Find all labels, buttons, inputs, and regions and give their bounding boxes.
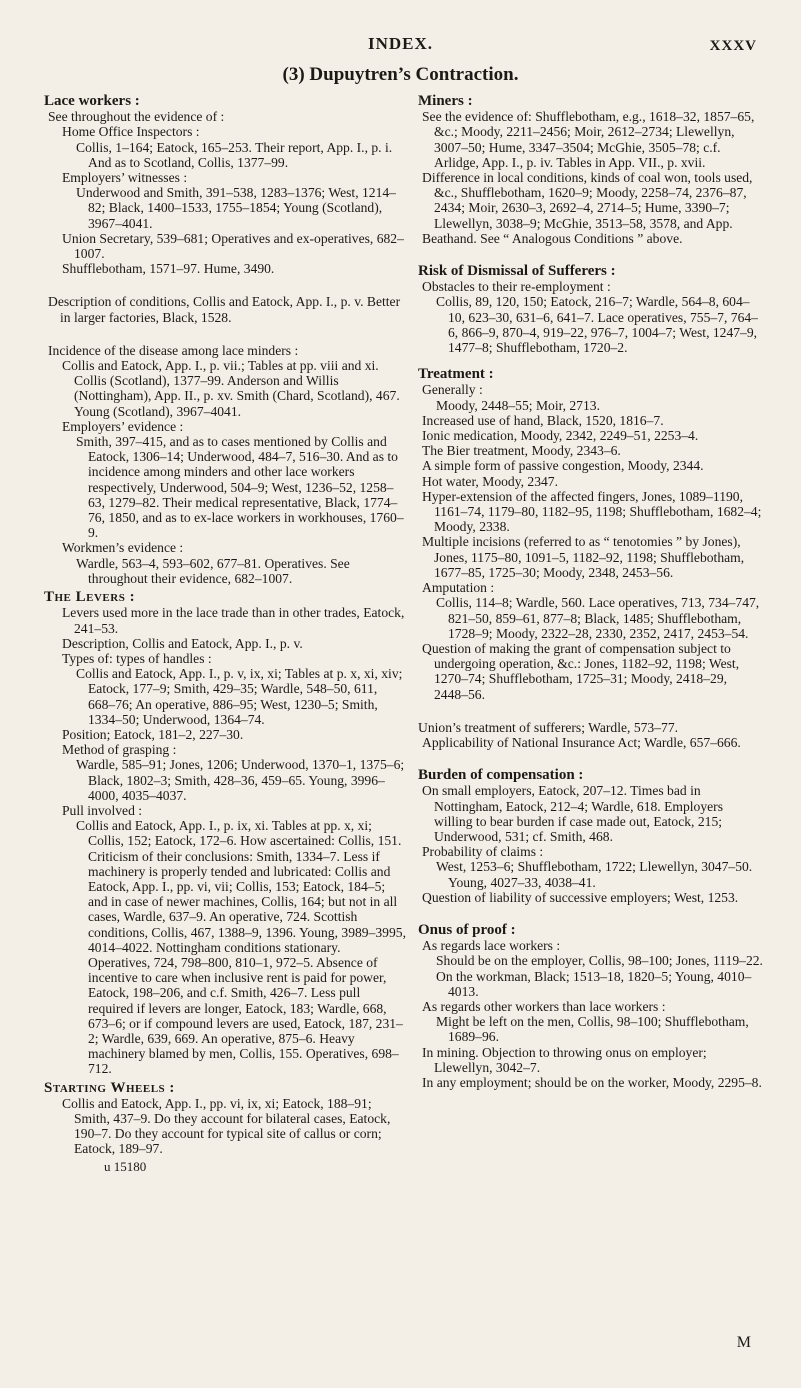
index-entry: Probability of claims : bbox=[422, 844, 544, 860]
index-entry: Might be left on the men, Collis, 98–100; Shufflebotham, 1689–96. bbox=[436, 1014, 749, 1045]
index-entry: Employers’ witnesses : bbox=[62, 170, 188, 186]
index-entry: Smith, 397–415, and as to cases mentioned by Collis and Eatock, 1306–14; Underwood, 484–7, 516–30. And as to incidence among minders and other lace workers respectively, Underwood, 504–9; West, 1236–52, 1258–63, 1279–82. Their medical representative, Black, 1774–76, 1850, and as to ex-lace workers in workhouses, 1760–9. bbox=[76, 434, 404, 541]
index-entry: Hyper-extension of the affected fingers, Jones, 1089–1190, 1161–74, 1179–80, 1182–95, 1198; Shufflebotham, 1682–4; Moody, 2338. bbox=[422, 488, 762, 535]
index-entry: Collis, 89, 120, 150; Eatock, 216–7; Wardle, 564–8, 604–10, 623–30, 631–6, 641–7. Lace operatives, 755–7, 764–6, 866–9, 870–4, 919–22, 976–7, 1004–7; West, 1247–9, 1477–8; Shufflebotham, 1720–2. bbox=[436, 294, 758, 356]
index-entry: Collis and Eatock, App. I., pp. vi, ix, xi; Eatock, 188–91; Smith, 437–9. Do they account for bilateral cases, Eatock, 190–7. Do they account for typical site of callus or corn; Eatock, 189–97. bbox=[62, 1095, 391, 1157]
index-entry: Question of making the grant of compensation subject to undergoing operation, &c.: Jones, 1182–92, 1198; West, 1270–74; Shufflebotham, 1725–31; Moody, 2418–29, 2448–56. bbox=[422, 640, 740, 702]
index-entry: Home Office Inspectors : bbox=[62, 124, 200, 140]
index-entry: See throughout the evidence of : bbox=[48, 109, 225, 125]
index-heading: Lace workers : bbox=[44, 93, 140, 109]
index-entry: In mining. Objection to throwing onus on employer; Llewellyn, 3042–7. bbox=[422, 1044, 707, 1075]
index-heading: Starting Wheels : bbox=[44, 1079, 175, 1096]
right-column bbox=[418, 90, 764, 1090]
index-heading: Miners : bbox=[418, 93, 473, 109]
index-heading: Treatment : bbox=[418, 366, 494, 383]
index-entry: Types of: types of handles : bbox=[62, 650, 212, 666]
printer-signature: u 15180 bbox=[104, 1158, 147, 1174]
index-entry: Generally : bbox=[422, 382, 483, 398]
index-entry: Employers’ evidence : bbox=[62, 418, 184, 434]
index-entry: Question of liability of successive employers; West, 1253. bbox=[422, 889, 739, 905]
index-entry: On the workman, Black; 1513–18, 1820–5; Young, 4010–4013. bbox=[436, 968, 752, 999]
index-entry: Description, Collis and Eatock, App. I., p. v. bbox=[62, 635, 303, 651]
index-entry: Hot water, Moody, 2347. bbox=[422, 473, 559, 489]
index-entry: Collis, 114–8; Wardle, 560. Lace operatives, 713, 734–747, 821–50, 859–61, 877–8; Black, 1485; Shufflebotham, 1728–9; Moody, 2322–28, 2330, 2352, 2417, 2453–54. bbox=[436, 595, 760, 641]
index-entry: Amputation : bbox=[422, 580, 495, 596]
index-entry: The Bier treatment, Moody, 2343–6. bbox=[422, 443, 621, 459]
index-entry: Underwood and Smith, 391–538, 1283–1376; West, 1214–82; Black, 1400–1533, 1755–1854; Young (Scotland), 3967–4041. bbox=[76, 185, 396, 231]
index-entry: In any employment; should be on the worker, Moody, 2295–8. bbox=[422, 1074, 762, 1090]
running-head-title: INDEX. bbox=[367, 34, 434, 53]
index-heading: The Levers : bbox=[44, 589, 136, 606]
index-entry: Obstacles to their re-employment : bbox=[422, 279, 611, 295]
index-entry: Wardle, 585–91; Jones, 1206; Underwood, 1370–1, 1375–6; Black, 1802–3; Smith, 428–36, 459–65. Young, 3996–4000, 4035–4037. bbox=[76, 757, 405, 803]
index-entry: Method of grasping : bbox=[62, 742, 177, 758]
section-title: (3) Dupuytren’s Contraction. bbox=[282, 64, 519, 85]
index-entry: Incidence of the disease among lace minders : bbox=[48, 342, 299, 358]
index-entry: See the evidence of: Shufflebotham, e.g., 1618–32, 1857–65, &c.; Moody, 2211–2456; Moir, 2612–2734; Llewellyn, 3007–50; Hume, 3347–3504; McGhie, 3505–78; c.f. Arlidge, App. I., p. iv. Tables in App. VII., p. xvii. bbox=[422, 109, 755, 170]
page-number: XXXV bbox=[709, 38, 757, 54]
index-entry: Union Secretary, 539–681; Operatives and ex-operatives, 682–1007. bbox=[62, 230, 404, 262]
index-entry: Levers used more in the lace trade than in other trades, Eatock, 241–53. bbox=[62, 605, 405, 636]
index-entry: Wardle, 563–4, 593–602, 677–81. Operatives. See throughout their evidence, 682–1007. bbox=[76, 555, 350, 586]
index-heading: Burden of compensation : bbox=[418, 767, 584, 784]
index-entry: Collis and Eatock, App. I., p. vii.; Tables at pp. viii and xi. Collis (Scotland), 1377–99. Anderson and Willis (Nottingham), App. II., p. xv. Smith (Chard, Scotland), 467. Young (Scotland), 3967–4041. bbox=[62, 358, 400, 419]
index-entry: Increased use of hand, Black, 1520, 1816–7. bbox=[422, 412, 664, 428]
index-entry: Collis and Eatock, App. I., p. ix, xi. Tables at pp. x, xi; Collis, 152; Eatock, 172–6. How ascertained: Collis, 151. Criticism of their conclusions: Smith, 1334–7. Less if machinery is properly tended and lubricated: Collis and Eatock, App. I., pp. vi, vii; Collis, 153; Eatock, 184–5; and in case of newer machines, Collis, 164; but not in all cases, Wardle, 637–9. An operative, 724. Scottish conditions, Collis, 467, 1388–9, 1396. Young, 3989–3995, 4014–4022. Nottingham conditions stationary. Operatives, 724, 798–800, 810–1, 972–5. Absence of incentive to care when inclusive rent is paid for power, Eatock, 198–206, and c.f. Smith, 426–7. Less pull required if levers are longer, Eatock, 183; Wardle, 668, 673–6; or if compound levers are used, Eatock, 187, 231–2; Wardle, 639, 669. An operative, 875–6. Heavy machinery blamed by men, Collis, 155. Operatives, 698–712. bbox=[76, 818, 406, 1077]
index-heading: Risk of Dismissal of Sufferers : bbox=[418, 263, 616, 280]
index-entry: Ionic medication, Moody, 2342, 2249–51, 2253–4. bbox=[422, 428, 699, 444]
index-entry: Collis and Eatock, App. I., p. v, ix, xi; Tables at p. x, xi, xiv; Eatock, 177–9; Smith, 429–35; Wardle, 548–50, 611, 668–76; An operative, 886–95; West, 1230–5; Smith, 1334–50; Underwood, 1364–74. bbox=[76, 666, 403, 727]
index-entry: Union’s treatment of sufferers; Wardle, 573–77. bbox=[418, 719, 679, 735]
index-entry: A simple form of passive congestion, Moody, 2344. bbox=[422, 458, 704, 474]
index-entry: West, 1253–6; Shufflebotham, 1722; Llewellyn, 3047–50. Young, 4027–33, 4038–41. bbox=[436, 859, 753, 890]
index-entry: Description of conditions, Collis and Eatock, App. I., p. v. Better in larger factories, Black, 1528. bbox=[48, 294, 401, 325]
index-entry: As regards other workers than lace workers : bbox=[422, 998, 666, 1014]
left-column bbox=[44, 90, 406, 1174]
index-entry: Should be on the employer, Collis, 98–100; Jones, 1119–22. bbox=[436, 953, 763, 969]
index-entry: Moody, 2448–55; Moir, 2713. bbox=[436, 397, 600, 413]
index-entry: Pull involved : bbox=[62, 802, 143, 818]
index-entry: Applicability of National Insurance Act; Wardle, 657–666. bbox=[422, 734, 741, 750]
index-entry: Shufflebotham, 1571–97. Hume, 3490. bbox=[62, 261, 275, 277]
index-entry: Collis, 1–164; Eatock, 165–253. Their report, App. I., p. i. And as to Scotland, Collis, 1377–99. bbox=[76, 139, 393, 170]
index-heading: Onus of proof : bbox=[418, 921, 516, 938]
index-entry: On small employers, Eatock, 207–12. Times bad in Nottingham, Eatock, 212–4; Wardle, 618. Employers willing to bear burden if case made out, Eatock, 215; Underwood, 531; cf. Smith, 468. bbox=[422, 783, 723, 844]
index-entry: Multiple incisions (referred to as “ tenotomies ” by Jones), Jones, 1175–80, 1091–5, 1182–92, 1198; Shufflebotham, 1677–85, 1725–30; Moody, 2348, 2453–56. bbox=[422, 534, 745, 580]
index-entry: Beathand. See “ Analogous Conditions ” above. bbox=[422, 230, 683, 246]
index-entry: Position; Eatock, 181–2, 227–30. bbox=[62, 726, 244, 742]
index-entry: Workmen’s evidence : bbox=[62, 540, 184, 556]
index-entry: As regards lace workers : bbox=[422, 938, 561, 954]
running-head bbox=[0, 34, 801, 58]
signature-mark: M bbox=[736, 1334, 751, 1351]
index-entry: Difference in local conditions, kinds of coal won, tools used, &c., Shufflebotham, 1620–9; Moody, 2258–74, 2376–87, 2434; Moir, 2630–3, 2692–4, 2714–5; Hume, 3390–7; Llewellyn, 3038–9; McGhie, 3513–58, 3578, and App. bbox=[422, 170, 753, 231]
